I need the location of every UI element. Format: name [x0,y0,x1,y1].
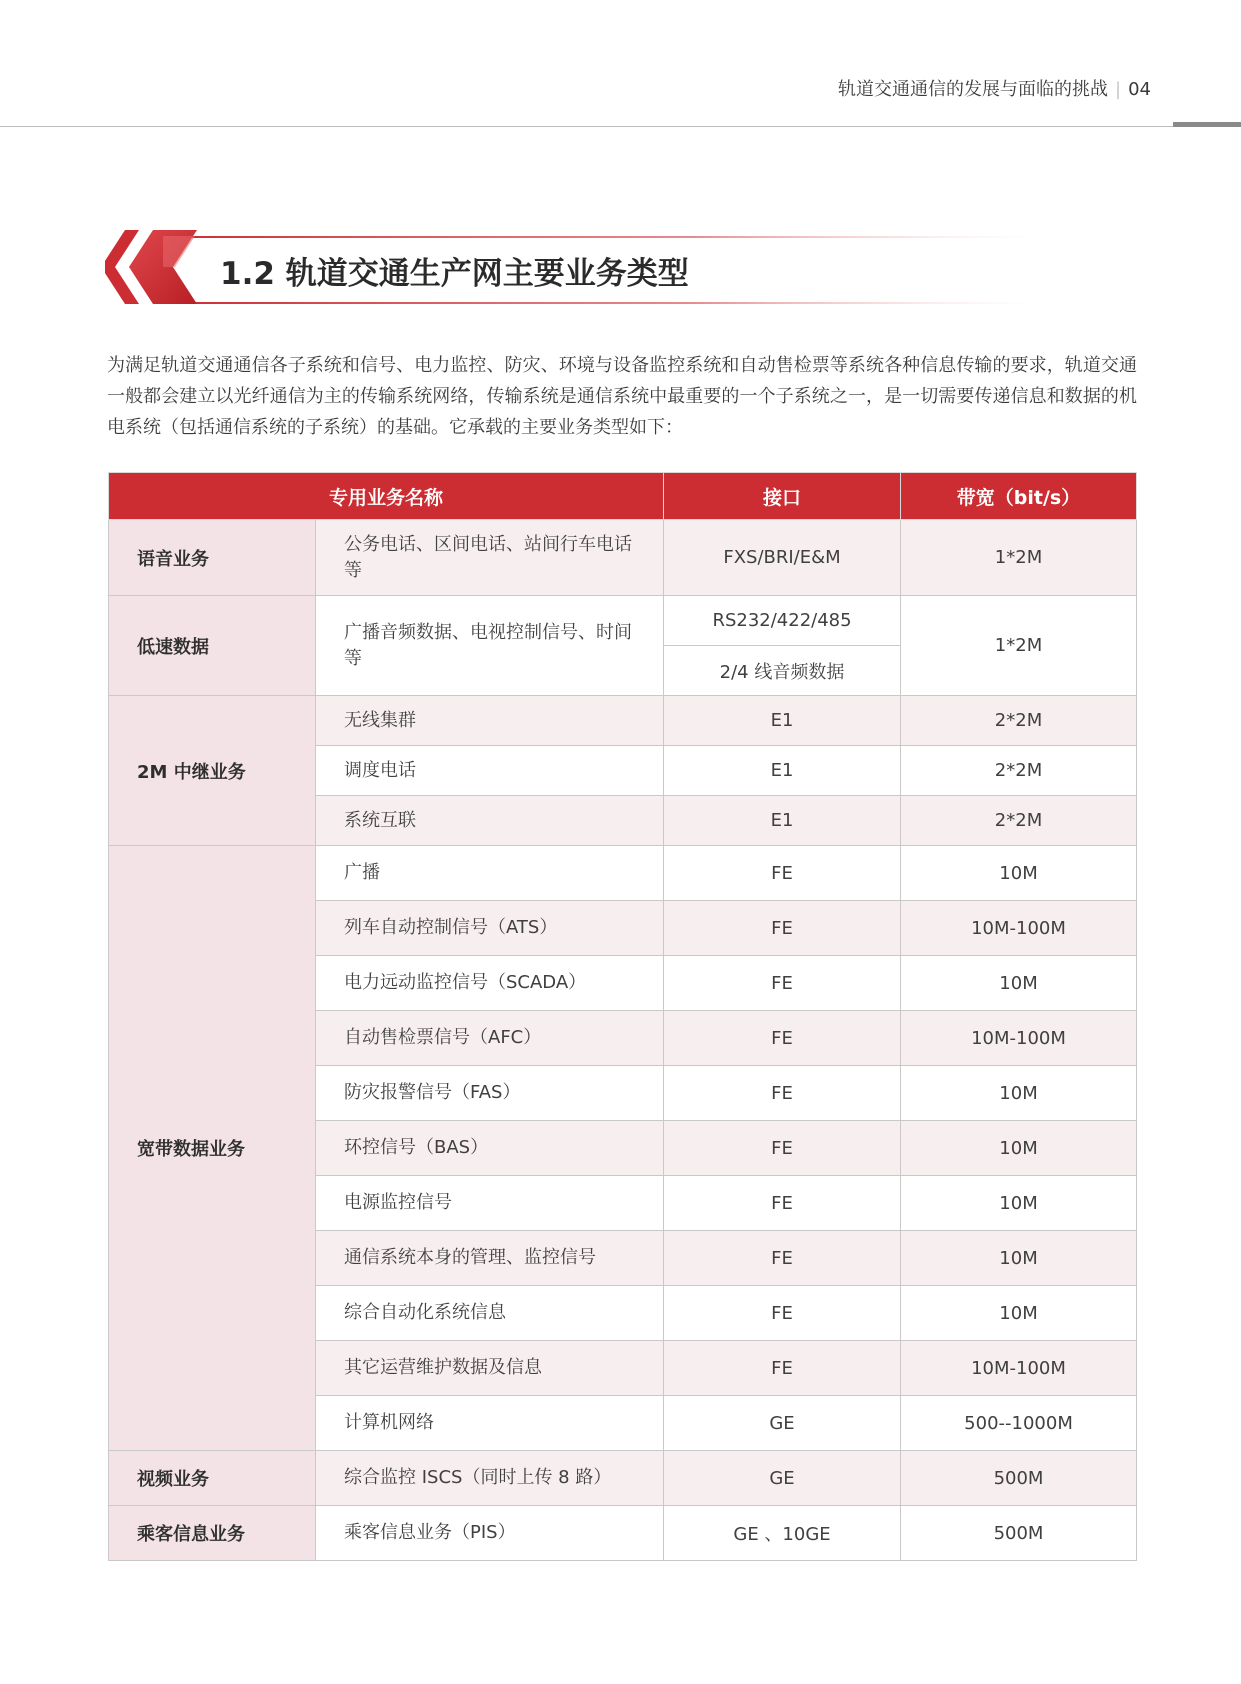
category-cell: 2M 中继业务 [109,696,316,846]
table-row [109,1506,1137,1561]
interface-cell: FXS/BRI/E&M [664,520,901,596]
bandwidth-cell: 2*2M [901,796,1137,846]
table-row [109,1451,1137,1506]
header-name: 专用业务名称 [109,473,664,520]
bandwidth-cell: 10M [901,1121,1137,1176]
bandwidth-cell: 1*2M [901,596,1137,696]
running-header-title: 轨道交通通信的发展与面临的挑战 [838,79,1109,100]
interface-cell: FE [664,1341,901,1396]
service-name: 列车自动控制信号（ATS） [316,901,664,956]
service-name: 广播音频数据、电视控制信号、时间等 [316,596,664,696]
category-cell: 乘客信息业务 [109,1506,316,1561]
service-name: 自动售检票信号（AFC） [316,1011,664,1066]
interface-cell: GE [664,1396,901,1451]
bandwidth-cell: 500M [901,1451,1137,1506]
service-name: 环控信号（BAS） [316,1121,664,1176]
header-interface: 接口 [664,473,901,520]
bandwidth-cell: 10M-100M [901,1341,1137,1396]
table-row [109,596,1137,646]
category-cell: 视频业务 [109,1451,316,1506]
service-name: 其它运营维护数据及信息 [316,1341,664,1396]
section-number: 1.2 [220,256,275,292]
table-header-row [109,473,1137,520]
bandwidth-cell: 1*2M [901,520,1137,596]
interface-cell: GE [664,1451,901,1506]
service-name: 乘客信息业务（PIS） [316,1506,664,1561]
interface-cell: E1 [664,696,901,746]
service-name: 调度电话 [316,746,664,796]
service-name: 综合自动化系统信息 [316,1286,664,1341]
bandwidth-cell: 500M [901,1506,1137,1561]
table-row [109,696,1137,746]
bandwidth-cell: 10M [901,1231,1137,1286]
bandwidth-cell: 10M [901,846,1137,901]
interface-cell: FE [664,1121,901,1176]
service-name: 电源监控信号 [316,1176,664,1231]
section-title-text: 轨道交通生产网主要业务类型 [285,256,689,292]
bandwidth-cell: 10M [901,1176,1137,1231]
category-cell: 宽带数据业务 [109,846,316,1451]
category-cell: 语音业务 [109,520,316,596]
service-name: 系统互联 [316,796,664,846]
service-name: 防灾报警信号（FAS） [316,1066,664,1121]
service-name: 广播 [316,846,664,901]
section-title [220,248,689,293]
category-cell: 低速数据 [109,596,316,696]
interface-cell: FE [664,1066,901,1121]
interface-cell: FE [664,1011,901,1066]
interface-cell: GE 、10GE [664,1506,901,1561]
table-row [109,846,1137,901]
running-header [838,75,1151,101]
service-name: 公务电话、区间电话、站间行车电话等 [316,520,664,596]
interface-cell: FE [664,901,901,956]
bandwidth-cell: 10M [901,1286,1137,1341]
intro-paragraph: 为满足轨道交通通信各子系统和信号、电力监控、防灾、环境与设备监控系统和自动售检票等系统各种信息传输的要求，轨道交通一般都会建立以光纤通信为主的传输系统网络，传输系统是通信系统中最重要的一个子系统之一，是一切需要传递信息和数据的机电系统（包括通信系统的子系统）的基础。它承载的主要业务类型如下： [107,355,1137,438]
interface-cell: FE [664,956,901,1011]
interface-cell: FE [664,1176,901,1231]
table-row [109,520,1137,596]
interface-cell: E1 [664,746,901,796]
service-name: 通信系统本身的管理、监控信号 [316,1231,664,1286]
interface-cell: FE [664,1286,901,1341]
interface-cell: RS232/422/485 [664,596,901,646]
bandwidth-cell: 10M [901,956,1137,1011]
section-banner [105,230,1035,310]
bandwidth-cell: 500--1000M [901,1396,1137,1451]
service-name: 综合监控 ISCS（同时上传 8 路） [316,1451,664,1506]
bandwidth-cell: 2*2M [901,696,1137,746]
service-name: 电力远动监控信号（SCADA） [316,956,664,1011]
header-bandwidth: 带宽（bit/s） [901,473,1137,520]
header-rule [0,126,1241,127]
service-name: 计算机网络 [316,1396,664,1451]
business-type-table [108,472,1137,1561]
bandwidth-cell: 10M [901,1066,1137,1121]
header-accent-bar [1173,122,1241,127]
page-number: 04 [1128,79,1151,100]
service-name: 无线集群 [316,696,664,746]
interface-cell: E1 [664,796,901,846]
bandwidth-cell: 10M-100M [901,1011,1137,1066]
interface-cell: FE [664,1231,901,1286]
header-separator: | [1115,79,1122,100]
interface-cell: 2/4 线音频数据 [664,646,901,696]
interface-cell: FE [664,846,901,901]
bandwidth-cell: 10M-100M [901,901,1137,956]
bandwidth-cell: 2*2M [901,746,1137,796]
